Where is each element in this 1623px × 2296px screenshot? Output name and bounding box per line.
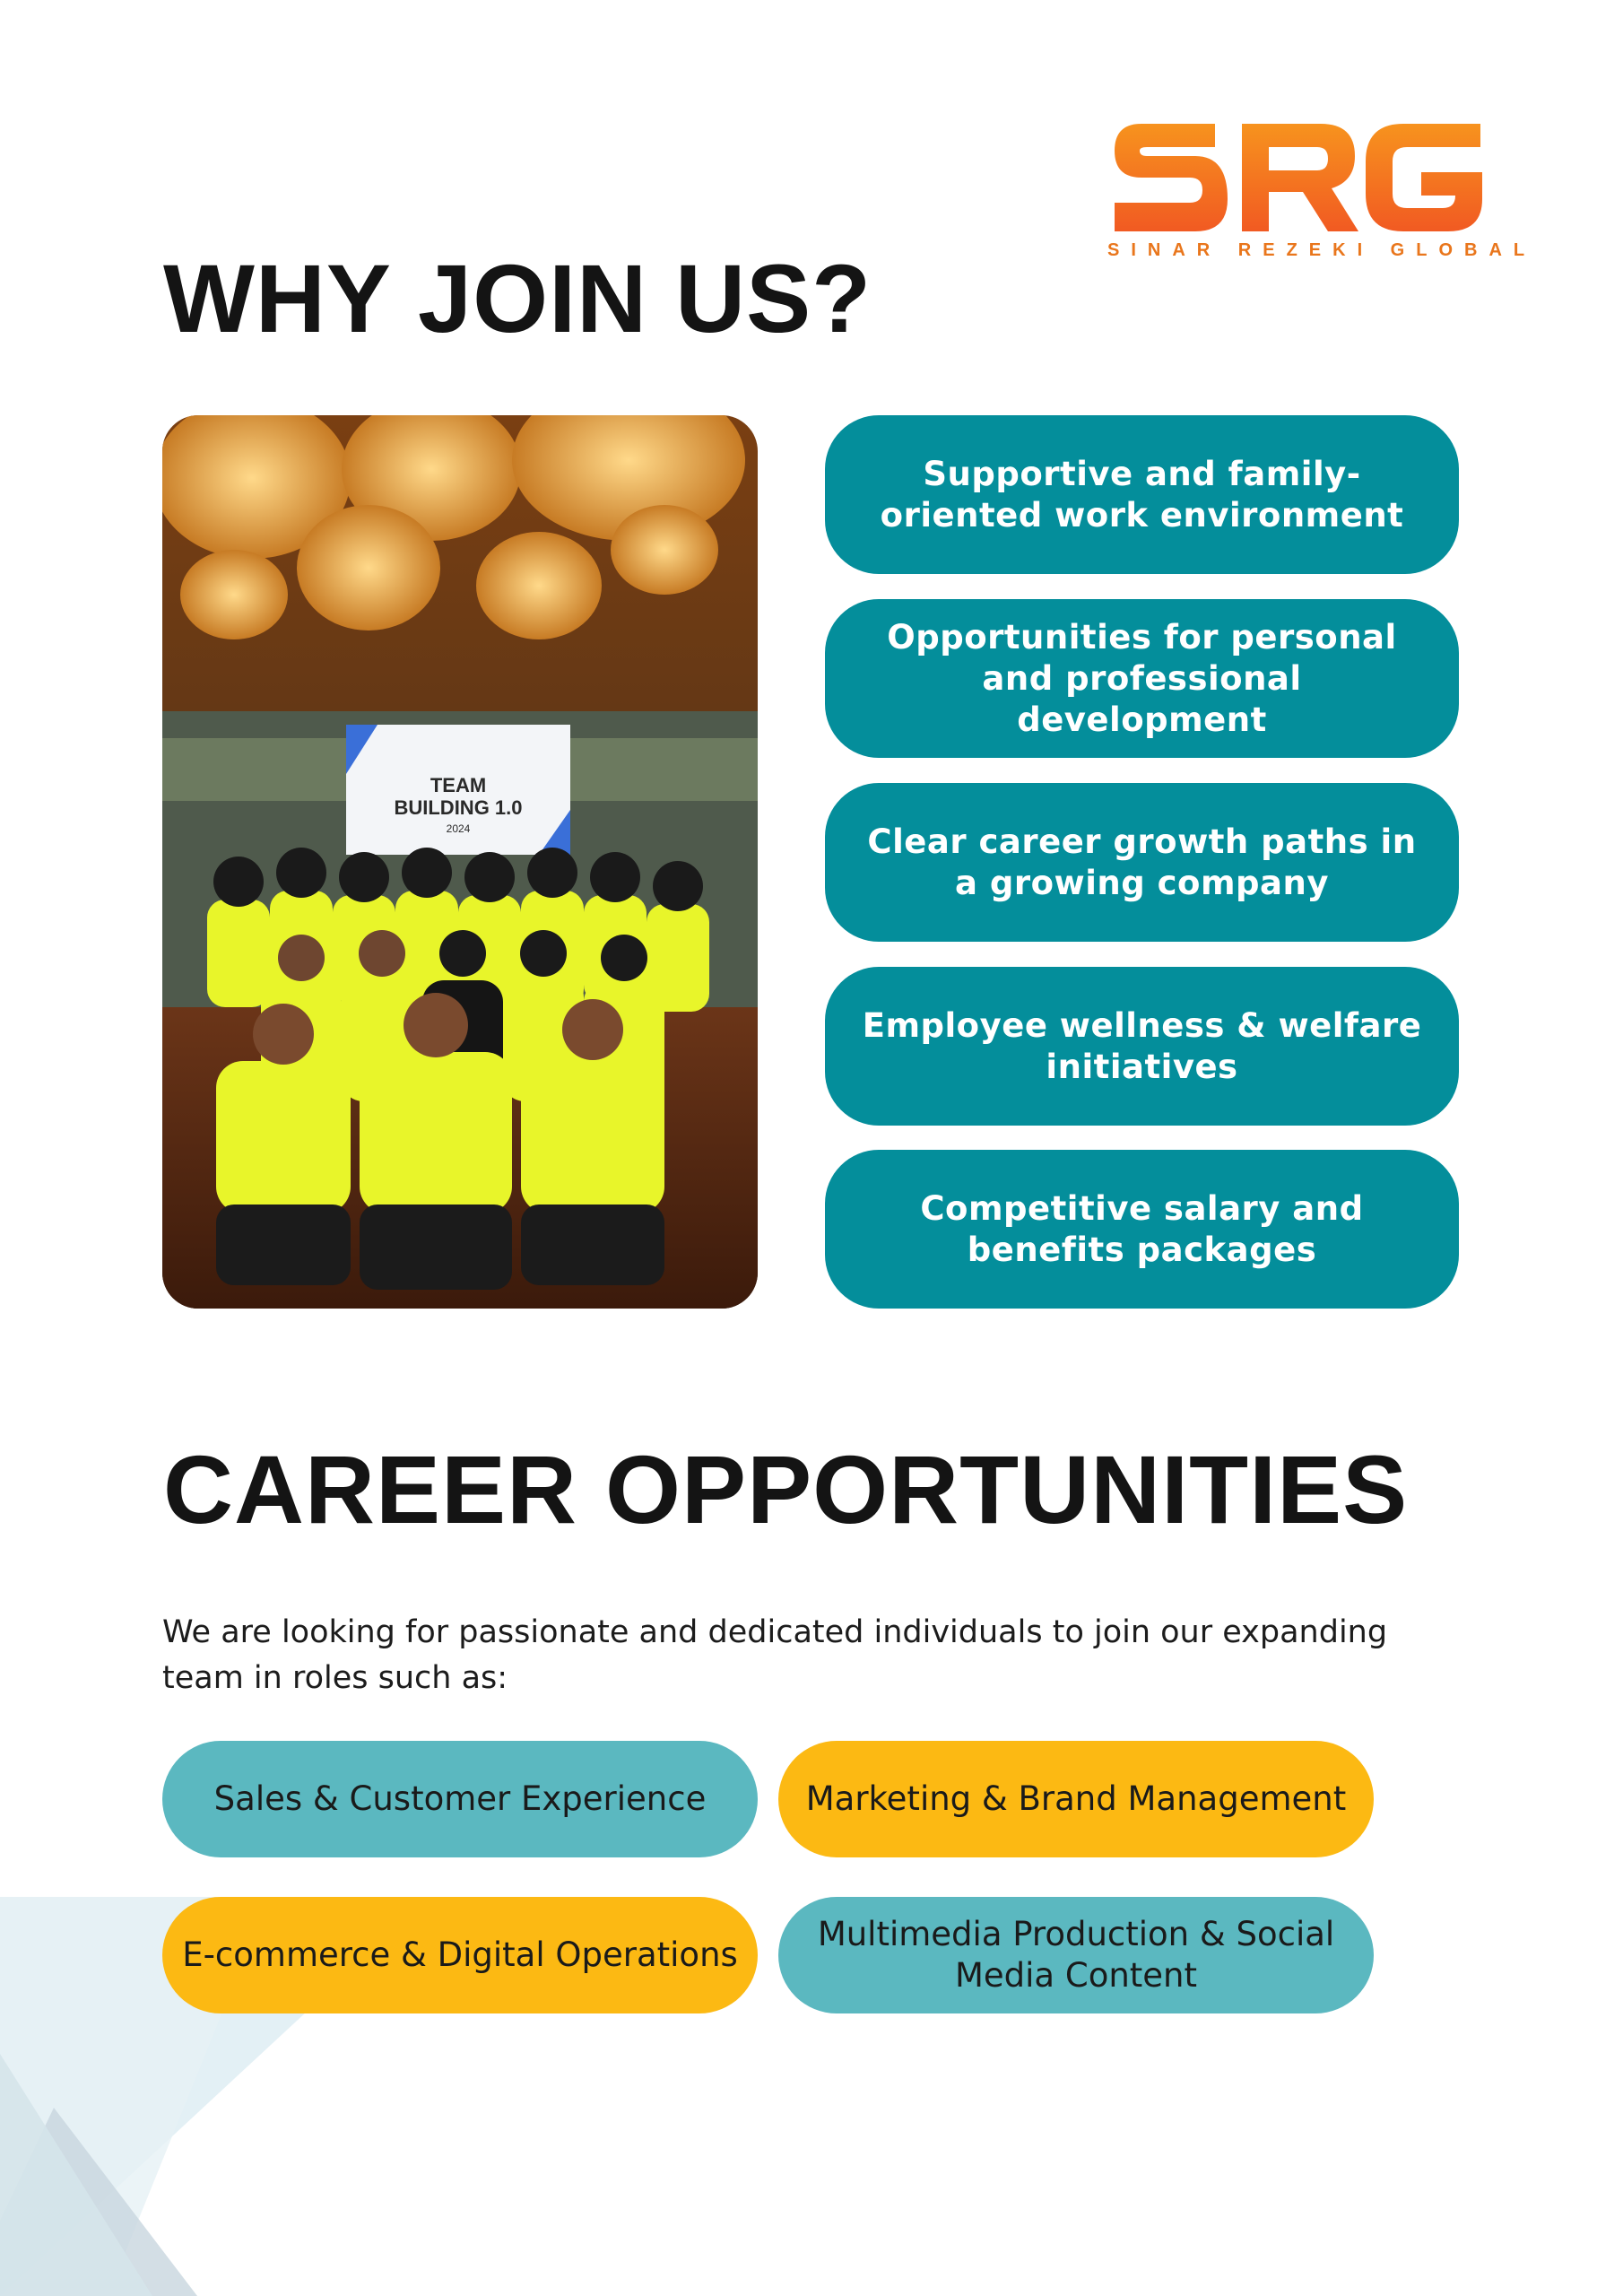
- role-multimedia-social-media: Multimedia Production & Social Media Content: [778, 1897, 1374, 2013]
- screen-text-line1: TEAM: [430, 774, 487, 796]
- career-opportunities-heading: CAREER OPPORTUNITIES: [163, 1435, 1409, 1544]
- benefit-pill-3: Clear career growth paths in a growing company: [825, 783, 1459, 942]
- screen-text-line2: BUILDING 1.0: [394, 796, 523, 819]
- benefit-pill-2: Opportunities for personal and professional development: [825, 599, 1459, 758]
- benefit-pill-4: Employee wellness & welfare initiatives: [825, 967, 1459, 1126]
- srg-logo-wordmark: [1107, 117, 1488, 242]
- logo-tagline: SINAR REZEKI GLOBAL: [1107, 240, 1537, 260]
- role-sales-customer-experience: Sales & Customer Experience: [162, 1741, 758, 1857]
- why-join-us-heading: WHY JOIN US?: [163, 244, 872, 352]
- benefit-pill-5: Competitive salary and benefits packages: [825, 1150, 1459, 1309]
- srg-logo: [1107, 117, 1537, 269]
- role-ecommerce-digital-operations: E-commerce & Digital Operations: [162, 1897, 758, 2013]
- career-intro-text: We are looking for passionate and dedicated individuals to join our expanding team in roles such as:: [162, 1614, 1388, 1696]
- screen-text-year: 2024: [446, 822, 471, 835]
- team-building-photo: [162, 415, 758, 1309]
- role-marketing-brand-management: Marketing & Brand Management: [778, 1741, 1374, 1857]
- benefit-pill-1: Supportive and family-oriented work environment: [825, 415, 1459, 574]
